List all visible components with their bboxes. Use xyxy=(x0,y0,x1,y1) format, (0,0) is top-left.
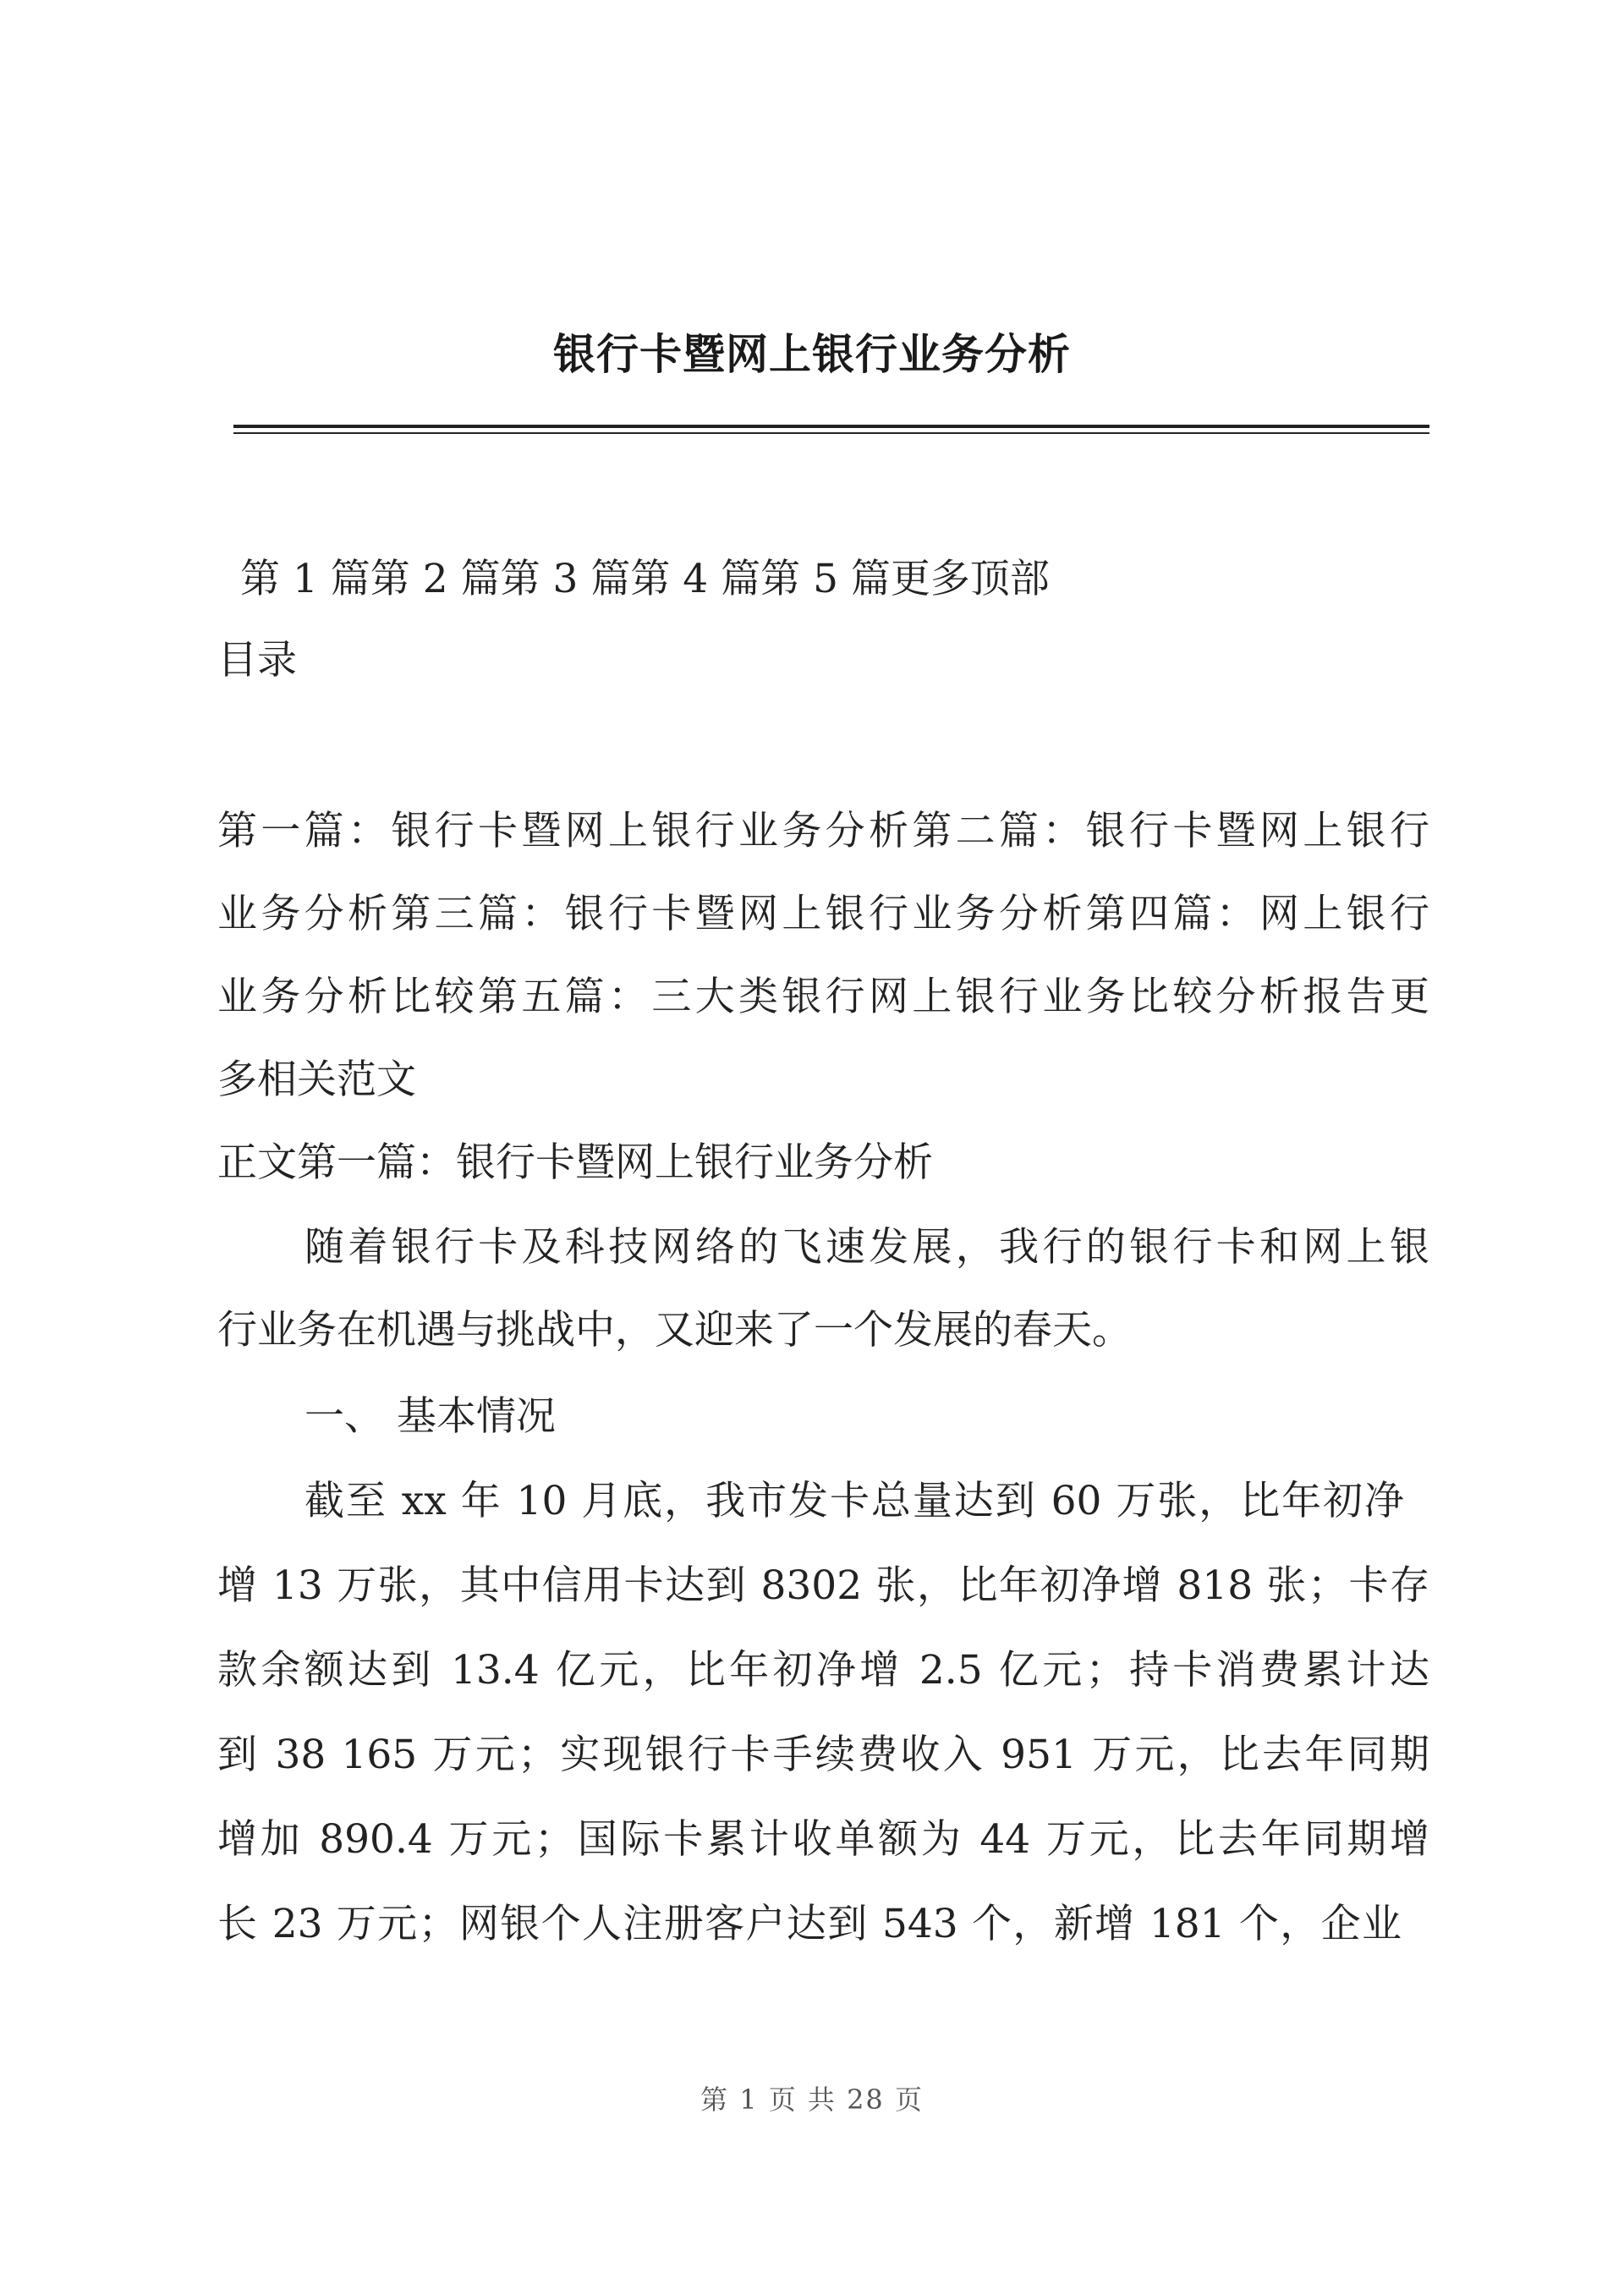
body-heading: 正文第一篇：银行卡暨网上银行业务分析 xyxy=(217,1139,933,1186)
intro-paragraph-line: 随着银行卡及科技网络的飞速发展，我行的银行卡和网上银 xyxy=(304,1224,1429,1271)
toc-line: 业务分析第三篇：银行卡暨网上银行业务分析第四篇：网上银行 xyxy=(217,891,1429,937)
page-number-footer: 第 1 页 共 28 页 xyxy=(700,2084,924,2116)
section-heading: 一、 基本情况 xyxy=(304,1393,556,1440)
stats-paragraph-line: 截至 xx 年 10 月底，我市发卡总量达到 60 万张，比年初净 xyxy=(304,1478,1404,1524)
toc-heading: 目录 xyxy=(217,637,297,684)
document-title: 银行卡暨网上银行业务分析 xyxy=(553,330,1071,379)
stats-paragraph-line: 增加 890.4 万元；国际卡累计收单额为 44 万元，比去年同期增 xyxy=(217,1816,1429,1863)
toc-line: 多相关范文 xyxy=(217,1057,416,1103)
stats-paragraph-line: 到 38 165 万元；实现银行卡手续费收入 951 万元，比去年同期 xyxy=(217,1732,1429,1778)
stats-paragraph-line: 长 23 万元；网银个人注册客户达到 543 个，新增 181 个，企业 xyxy=(217,1901,1402,1947)
stats-paragraph-line: 款余额达到 13.4 亿元，比年初净增 2.5 亿元；持卡消费累计达 xyxy=(217,1647,1429,1694)
title-divider-thick xyxy=(233,425,1429,428)
toc-line: 业务分析比较第五篇：三大类银行网上银行业务比较分析报告更 xyxy=(217,974,1429,1020)
toc-line: 第一篇：银行卡暨网上银行业务分析第二篇：银行卡暨网上银行 xyxy=(217,808,1429,854)
chapter-nav-links[interactable]: 第 1 篇第 2 篇第 3 篇第 4 篇第 5 篇更多顶部 xyxy=(240,556,1050,602)
intro-paragraph-line: 行业务在机遇与挑战中，又迎来了一个发展的春天。 xyxy=(217,1307,1132,1353)
title-divider-thin xyxy=(233,432,1429,434)
stats-paragraph-line: 增 13 万张，其中信用卡达到 8302 张，比年初净增 818 张；卡存 xyxy=(217,1562,1429,1609)
